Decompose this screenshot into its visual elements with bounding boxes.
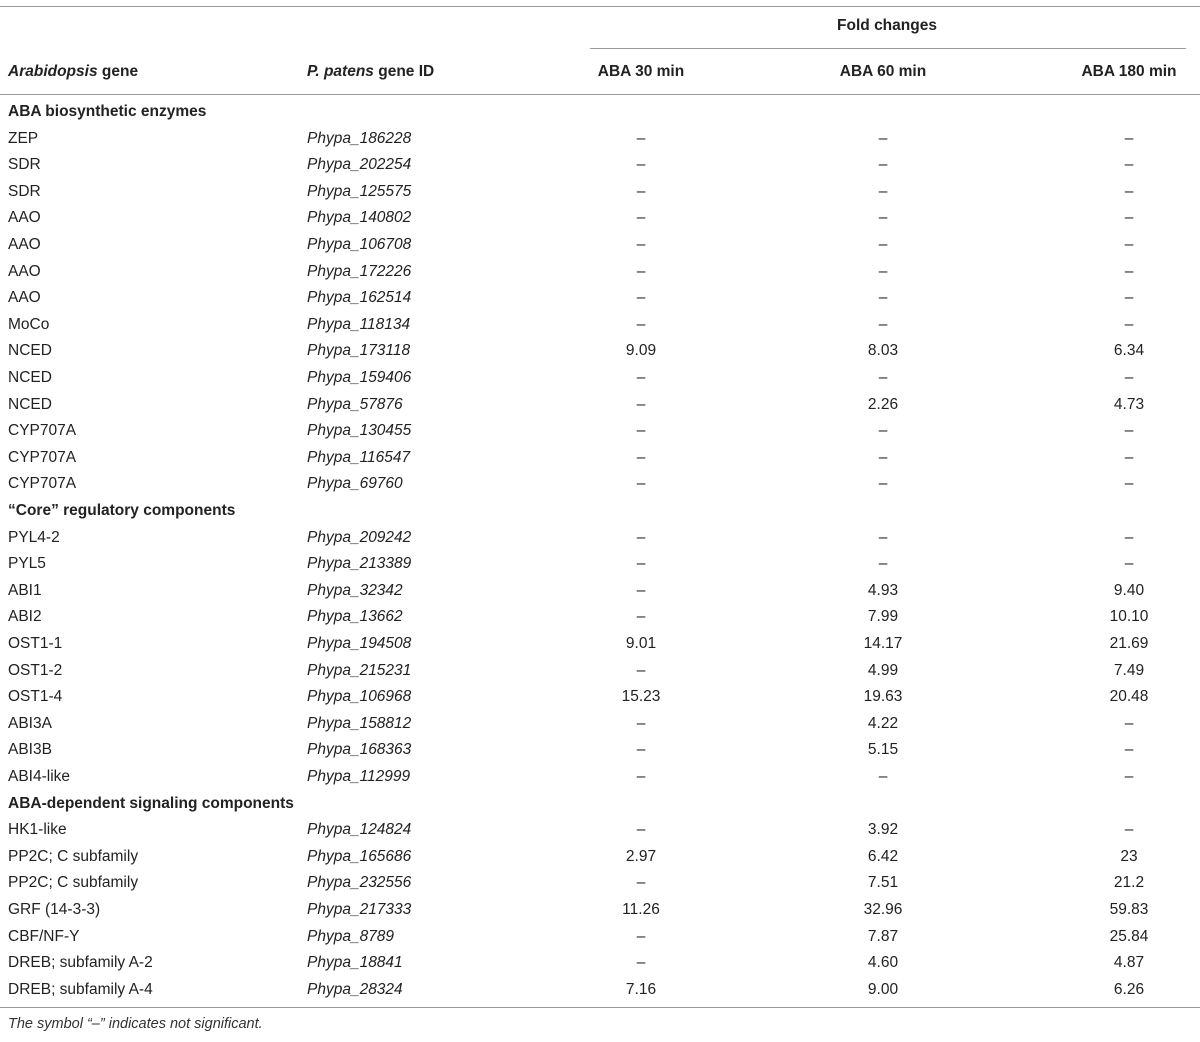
cell-aba-180: – [1124, 209, 1134, 227]
cell-aba-30: – [636, 422, 646, 440]
cell-aba-60: – [878, 236, 888, 253]
cell-aba-60: 2.26 [867, 395, 899, 413]
cell-arabidopsis-gene: ABI2 [8, 608, 42, 626]
header-bottom-rule [0, 94, 1200, 95]
cell-aba-60: 4.22 [867, 714, 899, 732]
cell-arabidopsis-gene: ABI4-like [8, 768, 71, 785]
cell-aba-30: – [636, 289, 646, 307]
cell-aba-180: 21.69 [1109, 635, 1149, 652]
cell-aba-180: 6.26 [1113, 980, 1145, 998]
cell-arabidopsis-gene: NCED [8, 395, 52, 413]
cell-aba-180: – [1124, 236, 1134, 253]
cell-arabidopsis-gene: NCED [8, 369, 52, 386]
cell-aba-30: – [636, 555, 646, 573]
cell-aba-60: 7.87 [867, 927, 899, 945]
cell-aba-30: – [636, 741, 646, 759]
column-header-aba-60: ABA 60 min [839, 63, 927, 80]
cell-aba-30: – [636, 608, 646, 626]
cell-aba-180: – [1124, 555, 1134, 573]
bottom-rule [0, 1007, 1200, 1008]
cell-arabidopsis-gene: ABI3A [8, 714, 52, 732]
column-header-gene-id-suffix: gene ID [373, 63, 435, 80]
cell-aba-180: 4.73 [1113, 395, 1145, 413]
cell-aba-180: 21.2 [1113, 874, 1145, 892]
cell-aba-180: – [1124, 448, 1134, 466]
cell-arabidopsis-gene: OST1-1 [8, 635, 63, 652]
cell-aba-180: 23 [1120, 847, 1138, 865]
cell-aba-30: – [636, 395, 646, 413]
cell-arabidopsis-gene: OST1-4 [8, 688, 63, 706]
cell-gene-id: Phypa_32342 [307, 581, 403, 599]
cell-aba-30: – [636, 528, 646, 546]
cell-aba-30: – [636, 182, 646, 200]
cell-gene-id: Phypa_217333 [307, 901, 412, 918]
cell-gene-id: Phypa_112999 [307, 768, 411, 785]
cell-aba-30: 9.09 [625, 342, 657, 360]
cell-gene-id: Phypa_8789 [307, 927, 395, 945]
cell-aba-60: 4.99 [867, 661, 899, 679]
column-header-aba-30: ABA 30 min [597, 63, 685, 80]
cell-aba-30: – [636, 475, 646, 493]
cell-aba-60: 7.99 [867, 608, 899, 626]
cell-aba-60: – [878, 129, 888, 147]
cell-aba-180: – [1124, 315, 1134, 333]
cell-aba-60: – [878, 448, 888, 466]
cell-aba-180: – [1124, 741, 1134, 759]
cell-aba-60: – [878, 156, 888, 174]
cell-aba-60: 6.42 [867, 847, 899, 865]
cell-arabidopsis-gene: PP2C; C subfamily [8, 874, 139, 892]
top-rule [0, 6, 1200, 7]
cell-gene-id: Phypa_118134 [307, 315, 411, 333]
cell-gene-id: Phypa_130455 [307, 422, 412, 440]
cell-aba-30: 9.01 [625, 635, 657, 652]
cell-aba-60: 5.15 [867, 741, 899, 759]
cell-gene-id: Phypa_202254 [307, 156, 412, 174]
cell-arabidopsis-gene: AAO [8, 209, 41, 227]
cell-arabidopsis-gene: CBF/NF-Y [8, 927, 80, 945]
cell-arabidopsis-gene: SDR [8, 182, 41, 200]
cell-aba-60: 7.51 [867, 874, 899, 892]
cell-gene-id: Phypa_172226 [307, 262, 412, 280]
cell-aba-30: – [636, 315, 646, 333]
cell-arabidopsis-gene: DREB; subfamily A-2 [8, 954, 153, 972]
cell-arabidopsis-gene: MoCo [8, 315, 50, 333]
cell-aba-60: – [878, 555, 888, 573]
section-heading: ABA-dependent signaling components [8, 794, 294, 812]
cell-aba-30: – [636, 209, 646, 227]
cell-gene-id: Phypa_194508 [307, 635, 412, 652]
cell-aba-180: – [1124, 129, 1134, 147]
cell-gene-id: Phypa_209242 [307, 528, 412, 546]
cell-aba-180: 25.84 [1109, 927, 1149, 945]
cell-arabidopsis-gene: AAO [8, 289, 41, 307]
cell-aba-30: – [636, 156, 646, 174]
cell-arabidopsis-gene: CYP707A [8, 422, 77, 440]
cell-aba-180: 6.34 [1113, 342, 1145, 360]
cell-aba-180: 20.48 [1109, 688, 1149, 706]
cell-aba-30: – [636, 448, 646, 466]
cell-aba-60: – [878, 315, 888, 333]
cell-aba-30: 2.97 [625, 847, 657, 865]
cell-aba-60: 8.03 [867, 342, 899, 360]
cell-aba-60: – [878, 182, 888, 200]
fold-changes-underline [590, 48, 1186, 49]
cell-aba-60: 9.00 [867, 980, 899, 998]
section-heading: ABA biosynthetic enzymes [8, 103, 207, 120]
cell-arabidopsis-gene: PYL5 [8, 555, 46, 573]
cell-gene-id: Phypa_168363 [307, 741, 412, 759]
column-header-gene-id [307, 62, 434, 82]
cell-arabidopsis-gene: SDR [8, 156, 41, 174]
cell-gene-id: Phypa_165686 [307, 847, 412, 865]
cell-aba-180: – [1124, 714, 1134, 732]
cell-aba-60: – [878, 369, 888, 386]
cell-aba-180: – [1124, 528, 1134, 546]
cell-aba-30: 11.26 [622, 901, 660, 918]
cell-aba-60: 19.63 [863, 688, 903, 706]
cell-aba-60: – [878, 289, 888, 307]
cell-aba-60: 32.96 [863, 901, 903, 918]
cell-arabidopsis-gene: HK1-like [8, 821, 67, 839]
cell-aba-30: – [636, 661, 646, 679]
fold-changes-header: Fold changes [837, 17, 937, 34]
cell-gene-id: Phypa_213389 [307, 555, 412, 573]
cell-aba-60: 4.60 [867, 954, 899, 972]
cell-aba-30: – [636, 714, 646, 732]
cell-aba-30: – [636, 874, 646, 892]
cell-aba-30: – [636, 821, 646, 839]
cell-arabidopsis-gene: NCED [8, 342, 52, 360]
cell-aba-60: – [878, 528, 888, 546]
cell-aba-180: – [1124, 821, 1134, 839]
cell-aba-30: – [636, 236, 646, 253]
cell-aba-60: – [878, 768, 888, 785]
cell-aba-30: – [636, 129, 646, 147]
column-header-arabidopsis-term: Arabidopsis [8, 63, 98, 80]
cell-arabidopsis-gene: CYP707A [8, 448, 77, 466]
cell-aba-180: – [1124, 369, 1134, 386]
column-header-aba-180: ABA 180 min [1081, 63, 1177, 80]
cell-aba-180: 9.40 [1113, 581, 1145, 599]
cell-gene-id: Phypa_186228 [307, 129, 412, 147]
cell-gene-id: Phypa_215231 [307, 661, 412, 679]
cell-gene-id: Phypa_232556 [307, 874, 412, 892]
column-header-gene-id-species: P. patens [307, 63, 374, 80]
cell-gene-id: Phypa_18841 [307, 954, 403, 972]
cell-aba-30: – [636, 927, 646, 945]
cell-gene-id: Phypa_140802 [307, 209, 412, 227]
section-heading: “Core” regulatory components [8, 502, 236, 519]
cell-arabidopsis-gene: AAO [8, 236, 41, 253]
cell-gene-id: Phypa_69760 [307, 475, 403, 493]
cell-gene-id: Phypa_162514 [307, 289, 412, 307]
cell-aba-180: – [1124, 182, 1134, 200]
cell-aba-180: – [1124, 262, 1134, 280]
cell-gene-id: Phypa_57876 [307, 395, 403, 413]
cell-gene-id: Phypa_116547 [307, 448, 411, 466]
cell-gene-id: Phypa_125575 [307, 182, 412, 200]
cell-gene-id: Phypa_106968 [307, 688, 412, 706]
cell-arabidopsis-gene: ABI1 [8, 581, 42, 599]
cell-aba-180: – [1124, 289, 1134, 307]
column-header-arabidopsis-suffix: gene [97, 63, 139, 80]
cell-aba-180: – [1124, 156, 1134, 174]
cell-gene-id: Phypa_28324 [307, 980, 403, 998]
cell-aba-60: 14.17 [863, 635, 903, 652]
cell-arabidopsis-gene: PP2C; C subfamily [8, 847, 139, 865]
cell-aba-60: 3.92 [867, 821, 899, 839]
cell-aba-180: 7.49 [1113, 661, 1145, 679]
cell-aba-30: – [636, 954, 646, 972]
cell-gene-id: Phypa_124824 [307, 821, 412, 839]
cell-gene-id: Phypa_158812 [307, 714, 412, 732]
cell-arabidopsis-gene: DREB; subfamily A-4 [8, 980, 153, 998]
cell-aba-60: 4.93 [867, 581, 899, 599]
cell-aba-180: 4.87 [1113, 954, 1145, 972]
cell-aba-30: 15.23 [621, 688, 661, 706]
column-header-arabidopsis-gene [8, 62, 138, 82]
cell-aba-180: – [1124, 422, 1134, 440]
cell-aba-60: – [878, 422, 888, 440]
cell-arabidopsis-gene: ABI3B [8, 741, 52, 759]
cell-aba-180: – [1124, 768, 1134, 785]
cell-gene-id: Phypa_159406 [307, 369, 412, 386]
cell-aba-180: 10.10 [1109, 608, 1149, 626]
cell-gene-id: Phypa_13662 [307, 608, 403, 626]
cell-aba-30: – [636, 369, 646, 386]
cell-aba-60: – [878, 262, 888, 280]
cell-arabidopsis-gene: ZEP [8, 129, 39, 147]
cell-arabidopsis-gene: PYL4-2 [8, 528, 60, 546]
cell-aba-180: – [1124, 475, 1134, 493]
table-footnote: The symbol “–” indicates not significant. [8, 1016, 263, 1032]
cell-arabidopsis-gene: GRF (14-3-3) [8, 901, 101, 918]
cell-aba-60: – [878, 475, 888, 493]
cell-arabidopsis-gene: AAO [8, 262, 41, 280]
cell-aba-60: – [878, 209, 888, 227]
cell-aba-30: – [636, 768, 646, 785]
cell-gene-id: Phypa_173118 [307, 342, 411, 360]
cell-aba-30: – [636, 262, 646, 280]
cell-aba-30: 7.16 [625, 980, 657, 998]
cell-arabidopsis-gene: OST1-2 [8, 661, 63, 679]
cell-arabidopsis-gene: CYP707A [8, 475, 77, 493]
cell-aba-180: 59.83 [1109, 901, 1149, 918]
cell-aba-30: – [636, 581, 646, 599]
cell-gene-id: Phypa_106708 [307, 236, 412, 253]
